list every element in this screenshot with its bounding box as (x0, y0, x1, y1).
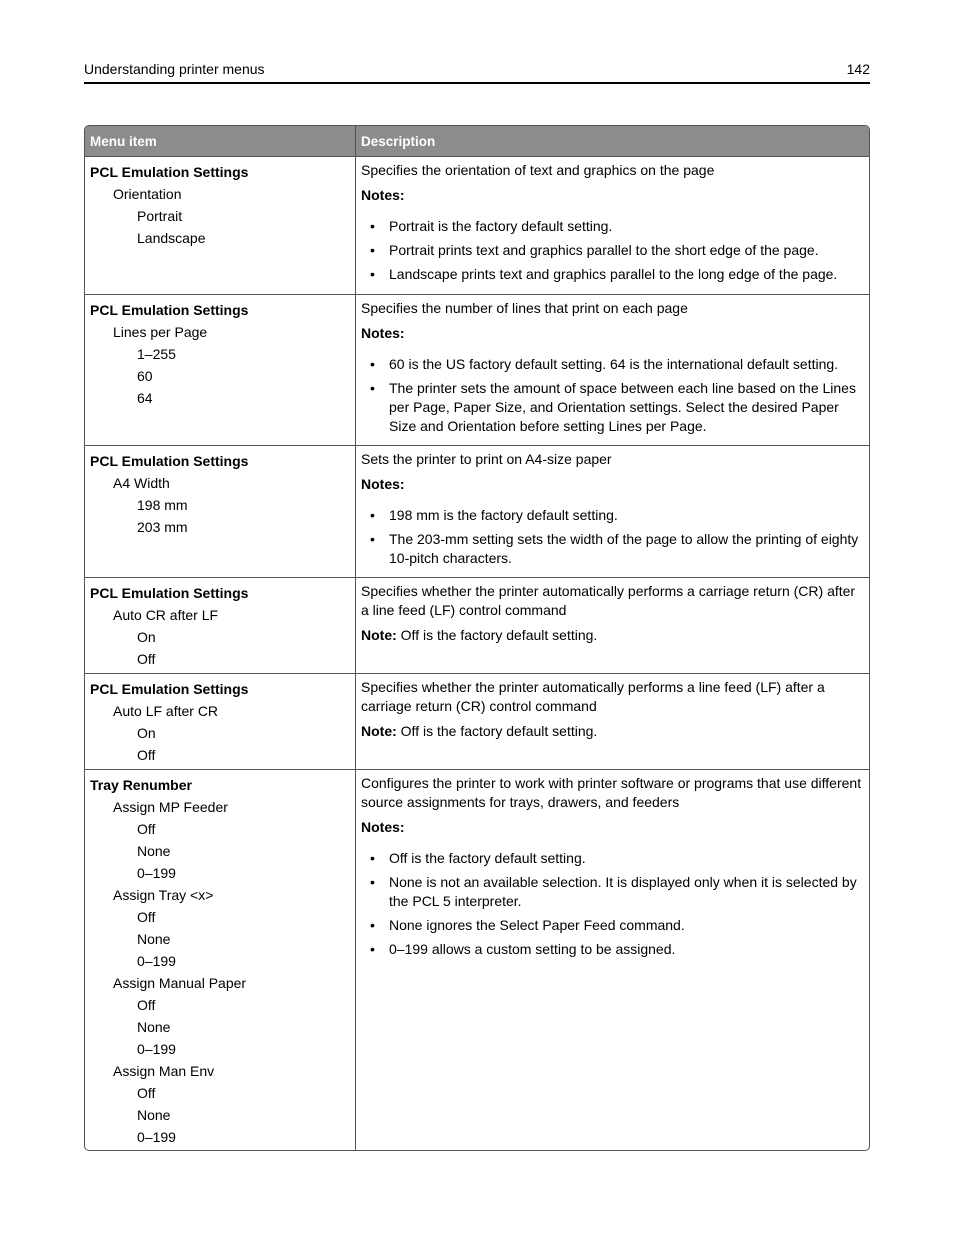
note-bullet: • The 203-mm setting sets the width of the page to allow the printing of eighty 10-pitch characters. (361, 530, 864, 568)
notes-label: Notes: (361, 819, 405, 835)
menu-option: 64 (137, 390, 153, 406)
menu-option: 0–199 (137, 865, 176, 881)
menu-title: PCL Emulation Settings (90, 681, 249, 697)
note-bullet: • 60 is the US factory default setting. 64 is the international default setting. (361, 355, 864, 374)
menu-subitem: Assign Man Env (113, 1063, 215, 1079)
bullet-icon: • (370, 917, 375, 933)
note-bullet: • None is not an available selection. It is displayed only when it is selected by the PCL 5 interpreter. (361, 873, 864, 911)
table-row (85, 673, 869, 769)
table-header (85, 126, 869, 156)
bullet-icon: • (370, 874, 375, 890)
menu-option: None (137, 1019, 171, 1035)
bullet-icon: • (370, 531, 375, 547)
note-bullet: • The printer sets the amount of space between each line based on the Lines per Page, Paper Size, and Orientation settings. Select the desired Paper Size and Orientation before setting Lines per Page. (361, 379, 864, 436)
menu-option: On (137, 725, 156, 741)
table-row (85, 294, 869, 445)
column-header-description: Description (361, 133, 436, 149)
table-row (85, 577, 869, 673)
menu-option: Landscape (137, 230, 206, 246)
menu-subitem: Lines per Page (113, 324, 208, 340)
note-bullet: • Portrait is the factory default setting. (361, 217, 864, 236)
note-bullet: • Portrait prints text and graphics parallel to the short edge of the page. (361, 241, 864, 260)
menu-table (84, 125, 870, 1151)
menu-option: None (137, 843, 171, 859)
bullet-icon: • (370, 380, 375, 396)
menu-option: Off (137, 997, 156, 1013)
description-text: Specifies whether the printer automatically performs a line feed (LF) after a carriage return (CR) control command (361, 679, 825, 714)
description-cell (356, 157, 869, 294)
menu-item-cell (85, 674, 356, 769)
bullet-icon: • (370, 941, 375, 957)
menu-title: PCL Emulation Settings (90, 453, 249, 469)
menu-option: 198 mm (137, 497, 188, 513)
column-header-menu-item: Menu item (85, 126, 356, 156)
menu-option: Portrait (137, 208, 183, 224)
menu-option: Off (137, 1085, 156, 1101)
menu-item-cell (85, 157, 356, 294)
note-text: Off is the factory default setting. (396, 627, 598, 643)
menu-title: PCL Emulation Settings (90, 164, 249, 180)
description-text: Specifies the orientation of text and graphics on the page (361, 162, 715, 178)
menu-option: 60 (137, 368, 153, 384)
menu-option: On (137, 629, 156, 645)
description-cell (356, 446, 869, 577)
menu-item-cell (85, 295, 356, 445)
table-row (85, 445, 869, 577)
menu-subitem: A4 Width (113, 475, 170, 491)
note-line (361, 722, 864, 741)
menu-option: Off (137, 651, 156, 667)
notes-label: Notes: (361, 187, 405, 203)
note-label: Note: (361, 627, 397, 643)
bullet-icon: • (370, 356, 375, 372)
description-cell (356, 674, 869, 769)
menu-option: 0–199 (137, 1129, 176, 1145)
menu-item-cell (85, 770, 356, 1150)
menu-title: PCL Emulation Settings (90, 302, 249, 318)
menu-subitem: Auto CR after LF (113, 607, 219, 623)
menu-option: Off (137, 747, 156, 763)
note-text: Off is the factory default setting. (396, 723, 598, 739)
note-bullet: • 198 mm is the factory default setting. (361, 506, 864, 525)
menu-title: PCL Emulation Settings (90, 585, 249, 601)
note-label: Note: (361, 723, 397, 739)
bullet-icon: • (370, 507, 375, 523)
menu-option: 1–255 (137, 346, 176, 362)
bullet-icon: • (370, 266, 375, 282)
menu-option: 203 mm (137, 519, 188, 535)
bullet-icon: • (370, 218, 375, 234)
description-cell (356, 770, 869, 1150)
menu-subitem: Assign MP Feeder (113, 799, 228, 815)
notes-label: Notes: (361, 476, 405, 492)
page-number: 142 (846, 61, 870, 77)
menu-option: Off (137, 909, 156, 925)
description-text: Specifies whether the printer automatically performs a carriage return (CR) after a line feed (LF) control command (361, 583, 856, 618)
menu-item-cell (85, 446, 356, 577)
menu-option: 0–199 (137, 953, 176, 969)
menu-subitem: Assign Tray <x> (113, 887, 214, 903)
menu-subitem: Auto LF after CR (113, 703, 219, 719)
note-bullet: • Off is the factory default setting. (361, 849, 864, 868)
page-header (84, 58, 870, 84)
table-row (85, 156, 869, 294)
note-bullet: • None ignores the Select Paper Feed command. (361, 916, 864, 935)
description-cell (356, 578, 869, 673)
menu-option: Off (137, 821, 156, 837)
notes-label: Notes: (361, 325, 405, 341)
menu-option: None (137, 931, 171, 947)
bullet-icon: • (370, 242, 375, 258)
header-title: Understanding printer menus (84, 61, 265, 77)
bullet-icon: • (370, 850, 375, 866)
description-text: Configures the printer to work with printer software or programs that use different source assignments for trays, drawers, and feeders (361, 775, 862, 810)
note-line (361, 626, 864, 645)
note-bullet: • 0–199 allows a custom setting to be assigned. (361, 940, 864, 959)
description-text: Specifies the number of lines that print on each page (361, 300, 688, 316)
note-bullet: • Landscape prints text and graphics parallel to the long edge of the page. (361, 265, 864, 284)
menu-subitem: Orientation (113, 186, 182, 202)
table-row (85, 769, 869, 1150)
menu-option: 0–199 (137, 1041, 176, 1057)
menu-subitem: Assign Manual Paper (113, 975, 247, 991)
description-text: Sets the printer to print on A4-size paper (361, 451, 612, 467)
menu-option: None (137, 1107, 171, 1123)
menu-title: Tray Renumber (90, 777, 192, 793)
menu-item-cell (85, 578, 356, 673)
description-cell (356, 295, 869, 445)
